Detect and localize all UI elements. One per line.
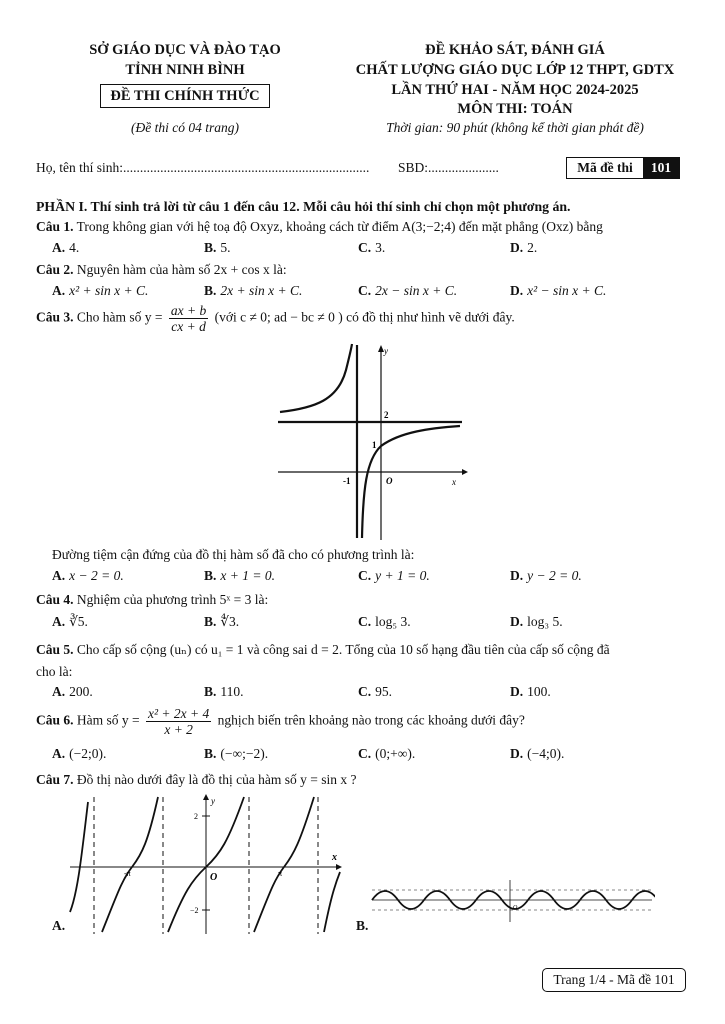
q7-stem [36,772,357,788]
option-label: C. [358,746,372,761]
q5-stem [36,642,610,658]
x-axis-label: x [452,477,456,487]
pages-note: (Đề thi có 04 trang) [131,120,239,135]
q1-option-a[interactable] [52,240,79,256]
official-exam-box: ĐỀ THI CHÍNH THỨC [100,84,270,108]
q6-numerator: x² + 2x + 4 [148,706,210,721]
q1-stem [36,219,603,235]
option-text: (−2;0). [69,746,107,761]
q1-option-b[interactable] [204,240,231,256]
q2-option-d[interactable] [510,283,606,299]
option-text: log₃ 5. [527,614,563,629]
option-text: 2x − sin x + C. [375,283,458,298]
q6-text-after: nghịch biến trên khoảng nào trong các khoảng dưới đây? [217,712,525,728]
q5-label: Câu 5. [36,642,74,657]
option-label: A. [52,283,66,298]
option-label: D. [510,568,524,583]
option-text: ∜3. [220,614,240,629]
tick-y-1: 1 [372,440,377,450]
page-footer: Trang 1/4 - Mã đề 101 [542,968,686,992]
origin-label: O [513,905,518,911]
option-text: (0;+∞). [375,746,416,761]
q1-text: Trong không gian với hệ toạ độ Oxyz, khoảng cách từ điểm A(3;−2;4) đến mặt phẳng (Oxz) bằng [76,219,603,234]
q3-option-a[interactable] [52,568,124,584]
q7-graph-a [66,792,346,937]
option-label: A. [52,614,66,629]
q4-option-d[interactable] [510,614,563,630]
q4-option-b[interactable] [204,614,239,630]
option-text: 95. [375,684,392,699]
tick-label-pi: π [278,869,283,878]
q2-option-a[interactable] [52,283,148,299]
q6-option-c[interactable] [358,746,415,762]
q1-option-c[interactable] [358,240,385,256]
q2-stem [36,262,287,278]
option-text: 2x + sin x + C. [220,283,303,298]
q3-question: Đường tiệm cận đứng của đồ thị hàm số đã cho có phương trình là: [52,547,415,562]
option-text: x + 1 = 0. [220,568,275,583]
q3-denominator: cx + d [171,319,206,334]
tangent-curves [70,797,340,932]
y-axis-arrow [203,794,209,800]
q7-graph-b [370,878,655,923]
q3-text-after: (với c ≠ 0; ad − bc ≠ 0 ) có đồ thị như hình vẽ dưới đây. [214,309,515,325]
option-text: 200. [69,684,93,699]
option-text: x − 2 = 0. [69,568,124,583]
option-label: A. [52,746,66,761]
q6-option-a[interactable] [52,746,106,762]
exam-title-2: CHẤT LƯỢNG GIÁO DỤC LỚP 12 THPT, GDTX [355,62,675,78]
q4-option-c[interactable] [358,614,411,630]
option-text: 3. [375,240,386,255]
x-axis-label: x [332,852,337,863]
option-label: C. [358,283,372,298]
q6-fraction [146,706,211,737]
q7-label: Câu 7. [36,772,74,787]
subject-title: MÔN THI: TOÁN [457,101,573,117]
q7-text: Đồ thị nào dưới đây là đồ thị của hàm số y = sin x ? [76,772,357,787]
q5-option-d[interactable] [510,684,551,700]
option-text: x² + sin x + C. [69,283,149,298]
option-text: 2. [527,240,538,255]
tick-x-minus1: -1 [343,476,351,486]
option-text: x² − sin x + C. [527,283,607,298]
tick-label-minus2: −2 [190,906,199,915]
option-label: C. [358,240,372,255]
q2-label: Câu 2. [36,262,74,277]
time-note: Thời gian: 90 phút (không kể thời gian phát đề) [386,120,644,135]
option-text: ∛5. [69,614,88,629]
q2-option-b[interactable] [204,283,302,299]
option-label: D. [510,614,524,629]
right-branch [362,426,460,538]
q6-denominator: x + 2 [164,722,193,737]
option-label: A. [52,240,66,255]
option-label: C. [358,568,372,583]
q7-option-b-label[interactable]: B. [356,918,369,933]
option-text: y + 1 = 0. [375,568,430,583]
province-name: TỈNH NINH BÌNH [125,62,245,78]
option-label: D. [510,746,524,761]
option-text: 4. [69,240,80,255]
option-text: (−∞;−2). [220,746,269,761]
exam-title-1: ĐỀ KHẢO SÁT, ĐÁNH GIÁ [425,42,605,58]
exam-code-box [566,157,680,179]
q2-text: Nguyên hàm của hàm số 2x + cos x là: [76,262,287,277]
q3-stem [36,303,515,334]
q6-label: Câu 6. [36,712,74,728]
q4-stem [36,592,268,608]
option-text: (−4;0). [527,746,565,761]
option-label: B. [204,614,217,629]
option-text: 5. [220,240,231,255]
y-axis-label: y [211,796,215,806]
option-label: D. [510,283,524,298]
option-label: B. [204,746,217,761]
option-label: A. [52,568,66,583]
tick-label-2: 2 [194,812,198,821]
q5-option-c[interactable] [358,684,392,700]
option-label: C. [358,684,372,699]
q3-fraction [169,303,208,334]
option-text: 110. [220,684,244,699]
x-axis-arrow [462,469,468,475]
q3-text-before: Cho hàm số y = [76,309,163,325]
q6-text-before: Hàm số y = [76,712,140,728]
q3-label: Câu 3. [36,309,74,325]
student-name-field: Họ, tên thí sinh:......................................................................... [36,160,370,175]
tick-label-minus-pi: -π [124,869,131,878]
exam-code-value: 101 [643,158,679,178]
q3-graph [270,340,470,545]
x-axis-arrow [336,864,342,870]
q3-option-d[interactable] [510,568,582,584]
option-label: D. [510,684,524,699]
q2-option-c[interactable] [358,283,457,299]
q7-option-a-label[interactable]: A. [52,918,66,933]
exam-title-3: LẦN THỨ HAI - NĂM HỌC 2024-2025 [391,82,639,98]
exam-code-label: Mã đề thi [577,160,633,175]
q3-numerator: ax + b [170,303,207,318]
option-label: C. [358,614,372,629]
option-label: B. [204,568,217,583]
q4-label: Câu 4. [36,592,74,607]
option-label: B. [204,283,217,298]
q5-option-a[interactable] [52,684,93,700]
q6-stem [36,706,525,737]
origin-label: O [386,476,393,486]
y-axis-label: y [384,346,388,356]
left-branch [280,344,352,412]
q5-text-continued: cho là: [36,664,73,679]
q6-option-b[interactable] [204,746,268,762]
q3-option-b[interactable] [204,568,275,584]
option-label: D. [510,240,524,255]
option-label: B. [204,240,217,255]
q1-option-d[interactable] [510,240,537,256]
part1-title: PHẦN I. Thí sinh trả lời từ câu 1 đến câu 12. Mỗi câu hỏi thí sinh chỉ chọn một phương án. [36,199,571,214]
q6-option-d[interactable] [510,746,564,762]
option-label: B. [204,684,217,699]
sbd-field: SBD:..................... [398,160,499,175]
q1-label: Câu 1. [36,219,74,234]
origin-label: O [210,872,218,883]
q5-option-b[interactable] [204,684,244,700]
tick-y-2: 2 [384,410,389,420]
option-text: log₅ 3. [375,614,411,629]
option-text: y − 2 = 0. [527,568,582,583]
option-label: A. [52,684,66,699]
q3-option-c[interactable] [358,568,430,584]
q4-text: Nghiệm của phương trình 5ˣ = 3 là: [76,592,269,607]
q4-option-a[interactable] [52,614,88,630]
dept-name: SỞ GIÁO DỤC VÀ ĐÀO TẠO [89,42,281,58]
option-text: 100. [527,684,551,699]
q5-text: Cho cấp số cộng (uₙ) có u₁ = 1 và công sai d = 2. Tổng của 10 số hạng đầu tiên của cấp số cộng đã [76,642,610,657]
